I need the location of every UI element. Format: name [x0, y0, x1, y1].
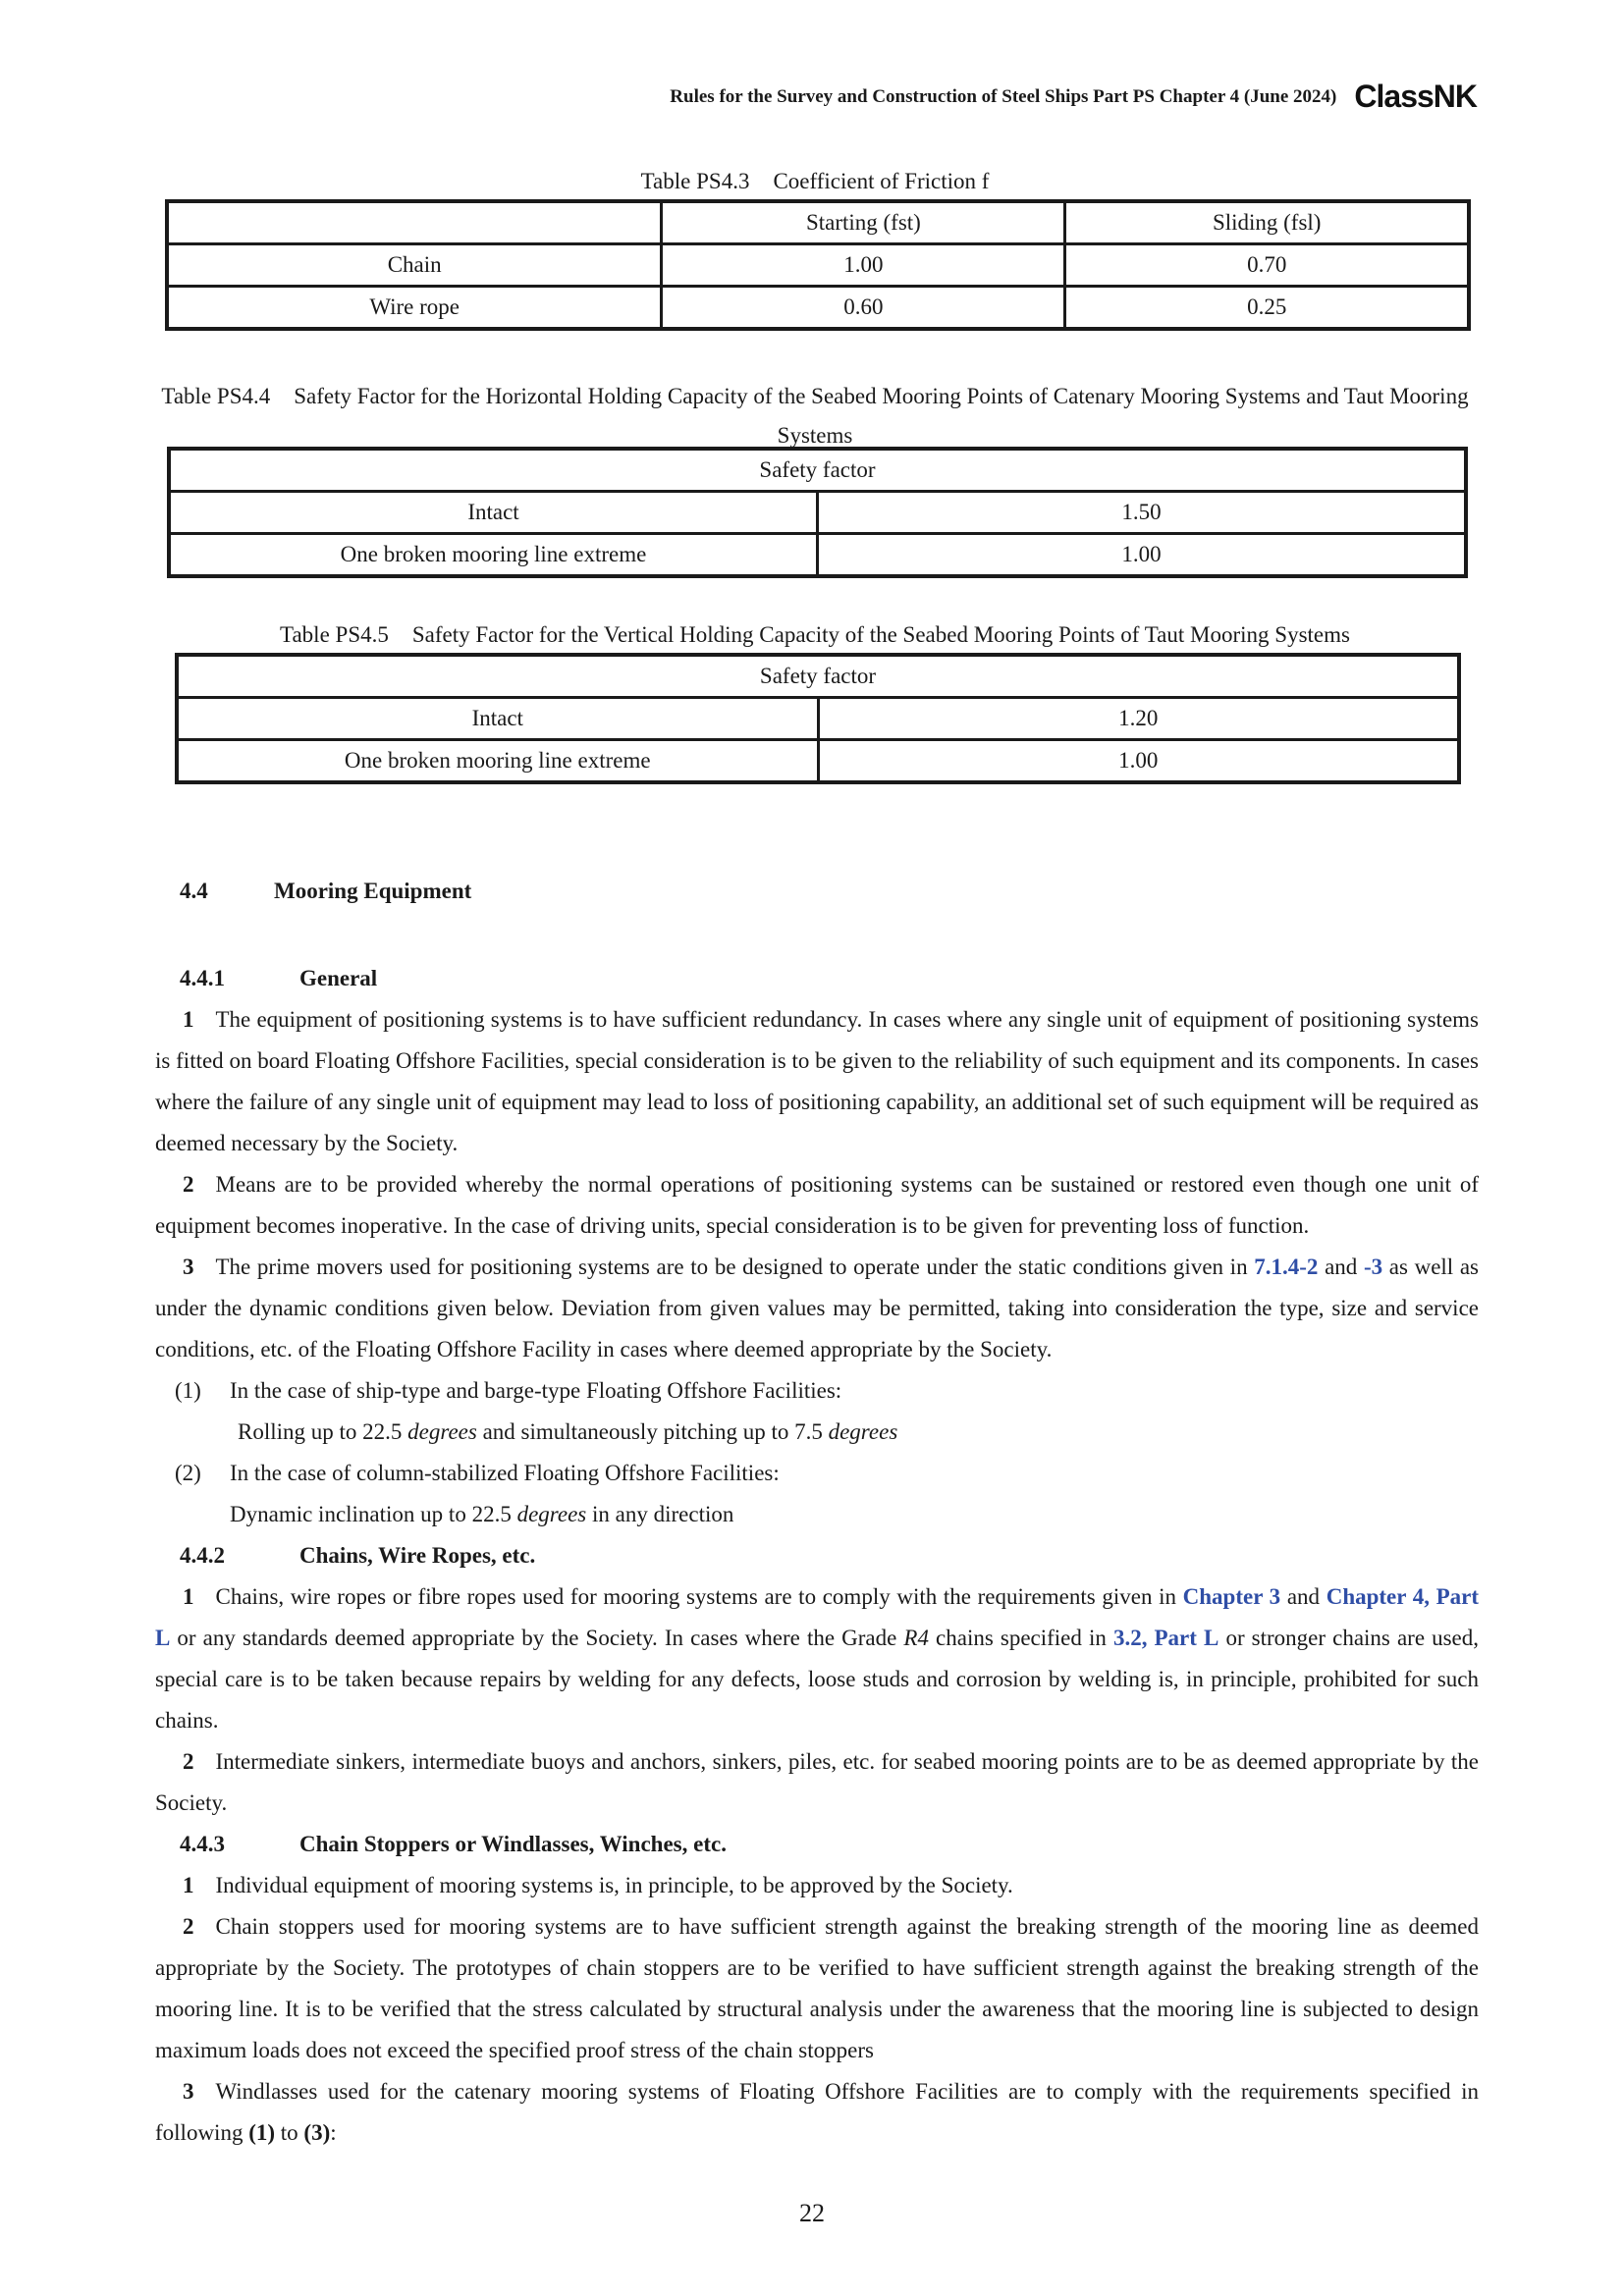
table-ps4-4-caption: Table PS4.4 Safety Factor for the Horizontal Holding Capacity of the Seabed Mooring Points of Catenary Mooring Systems and Taut Mooring Systems	[161, 384, 1469, 448]
classnk-logo: ClassNK	[1354, 79, 1477, 114]
link-chapter-4-part-l[interactable]: Chapter 4, Part L	[155, 1584, 1480, 1650]
paragraph: 2 Means are to be provided whereby the normal operations of positioning systems can be sustained or restored even though one unit of equipment becomes inoperative. In the case of driving units, special consideration is to be given for preventing loss of function.	[155, 1172, 1479, 1238]
table-row: Wire rope 0.60 0.25	[167, 287, 1469, 330]
list-item: (2) In the case of column-stabilized Floating Offshore Facilities:	[175, 1461, 780, 1485]
paragraph: 1 The equipment of positioning systems is to have sufficient redundancy. In cases where any single unit of equipment of positioning systems is fitted on board Floating Offshore Facilities, special consideration is to be given to the reliability of such equipment and its components. In cases where the failure of any single unit of equipment may lead to loss of positioning capability, an additional set of such equipment will be required as deemed necessary by the Society.	[155, 1007, 1479, 1155]
table-ps4-5	[175, 653, 1461, 784]
section-4-4-3-heading: 4.4.3 Chain Stoppers or Windlasses, Winches, etc.	[180, 1832, 727, 1856]
link-chapter-3[interactable]: Chapter 3	[1182, 1584, 1281, 1609]
list-item-detail: Dynamic inclination up to 22.5 degrees in any direction	[230, 1502, 734, 1526]
page-header	[670, 79, 1477, 115]
table-row: Safety factor	[177, 655, 1459, 698]
section-4-4-2-heading: 4.4.2 Chains, Wire Ropes, etc.	[180, 1543, 536, 1568]
paragraph: 1 Individual equipment of mooring systems is, in principle, to be approved by the Society.	[183, 1873, 1013, 1897]
paragraph: 2 Chain stoppers used for mooring systems are to have sufficient strength against the breaking strength of the mooring line as deemed appropriate by the Society. The prototypes of chain stoppers are to be verified to have sufficient strength against the breaking strength of the mooring line. It is to be verified that the stress calculated by structural analysis under the awareness that the mooring line is subjected to design maximum loads does not exceed the specified proof stress of the chain stoppers	[155, 1914, 1479, 2062]
table-ps4-5-caption: Table PS4.5 Safety Factor for the Vertical Holding Capacity of the Seabed Mooring Points of Taut Mooring Systems	[280, 622, 1350, 647]
list-item-detail: Rolling up to 22.5 degrees and simultaneously pitching up to 7.5 degrees	[238, 1419, 898, 1444]
link-7-1-4-2[interactable]: 7.1.4-2	[1254, 1255, 1319, 1279]
link-3-2-part-l[interactable]: 3.2, Part L	[1112, 1626, 1219, 1650]
paragraph: 3 Windlasses used for the catenary mooring systems of Floating Offshore Facilities are to comply with the requirements specified in following (1) to (3):	[155, 2079, 1479, 2145]
table-ps4-3	[165, 199, 1471, 331]
table-row: Starting (fst) Sliding (fsl)	[167, 201, 1469, 244]
table-row: Intact 1.50	[169, 492, 1466, 534]
paragraph: 1 Chains, wire ropes or fibre ropes used for mooring systems are to comply with the requirements given in Chapter 3 and Chapter 4, Part L or any standards deemed appropriate by the Society. In cases where the Grade R4 chains specified in 3.2, Part L or stronger chains are used, special care is to be taken because repairs by welding for any defects, loose studs and corrosion by welding is, in principle, prohibited for such chains.	[155, 1584, 1480, 1733]
table-row: Chain 1.00 0.70	[167, 244, 1469, 287]
table-ps4-4	[167, 447, 1468, 578]
link-3[interactable]: -3	[1363, 1255, 1383, 1279]
body-text	[155, 958, 1479, 2154]
paragraph: 3 The prime movers used for positioning systems are to be designed to operate under the static conditions given in 7.1.4-2 and -3 as well as under the dynamic conditions given below. Deviation from given values may be permitted, taking into consideration the type, size and service conditions, etc. of the Floating Offshore Facility in cases where deemed appropriate by the Society.	[155, 1255, 1479, 1362]
page-number: 22	[799, 2199, 825, 2227]
table-row: Safety factor	[169, 449, 1466, 492]
header-title: Rules for the Survey and Construction of Steel Ships Part PS Chapter 4 (June 2024)	[670, 85, 1337, 107]
section-4-4-1-heading: 4.4.1 General	[180, 966, 378, 990]
table-row: One broken mooring line extreme 1.00	[177, 740, 1459, 783]
paragraph: 2 Intermediate sinkers, intermediate buoys and anchors, sinkers, piles, etc. for seabed mooring points are to be as deemed appropriate by the Society.	[155, 1749, 1479, 1815]
table-row: One broken mooring line extreme 1.00	[169, 534, 1466, 577]
list-item: (1) In the case of ship-type and barge-type Floating Offshore Facilities:	[175, 1378, 842, 1403]
table-ps4-3-caption: Table PS4.3 Coefficient of Friction f	[640, 169, 990, 193]
section-4-4-heading: 4.4 Mooring Equipment	[180, 879, 472, 903]
table-row: Intact 1.20	[177, 698, 1459, 740]
